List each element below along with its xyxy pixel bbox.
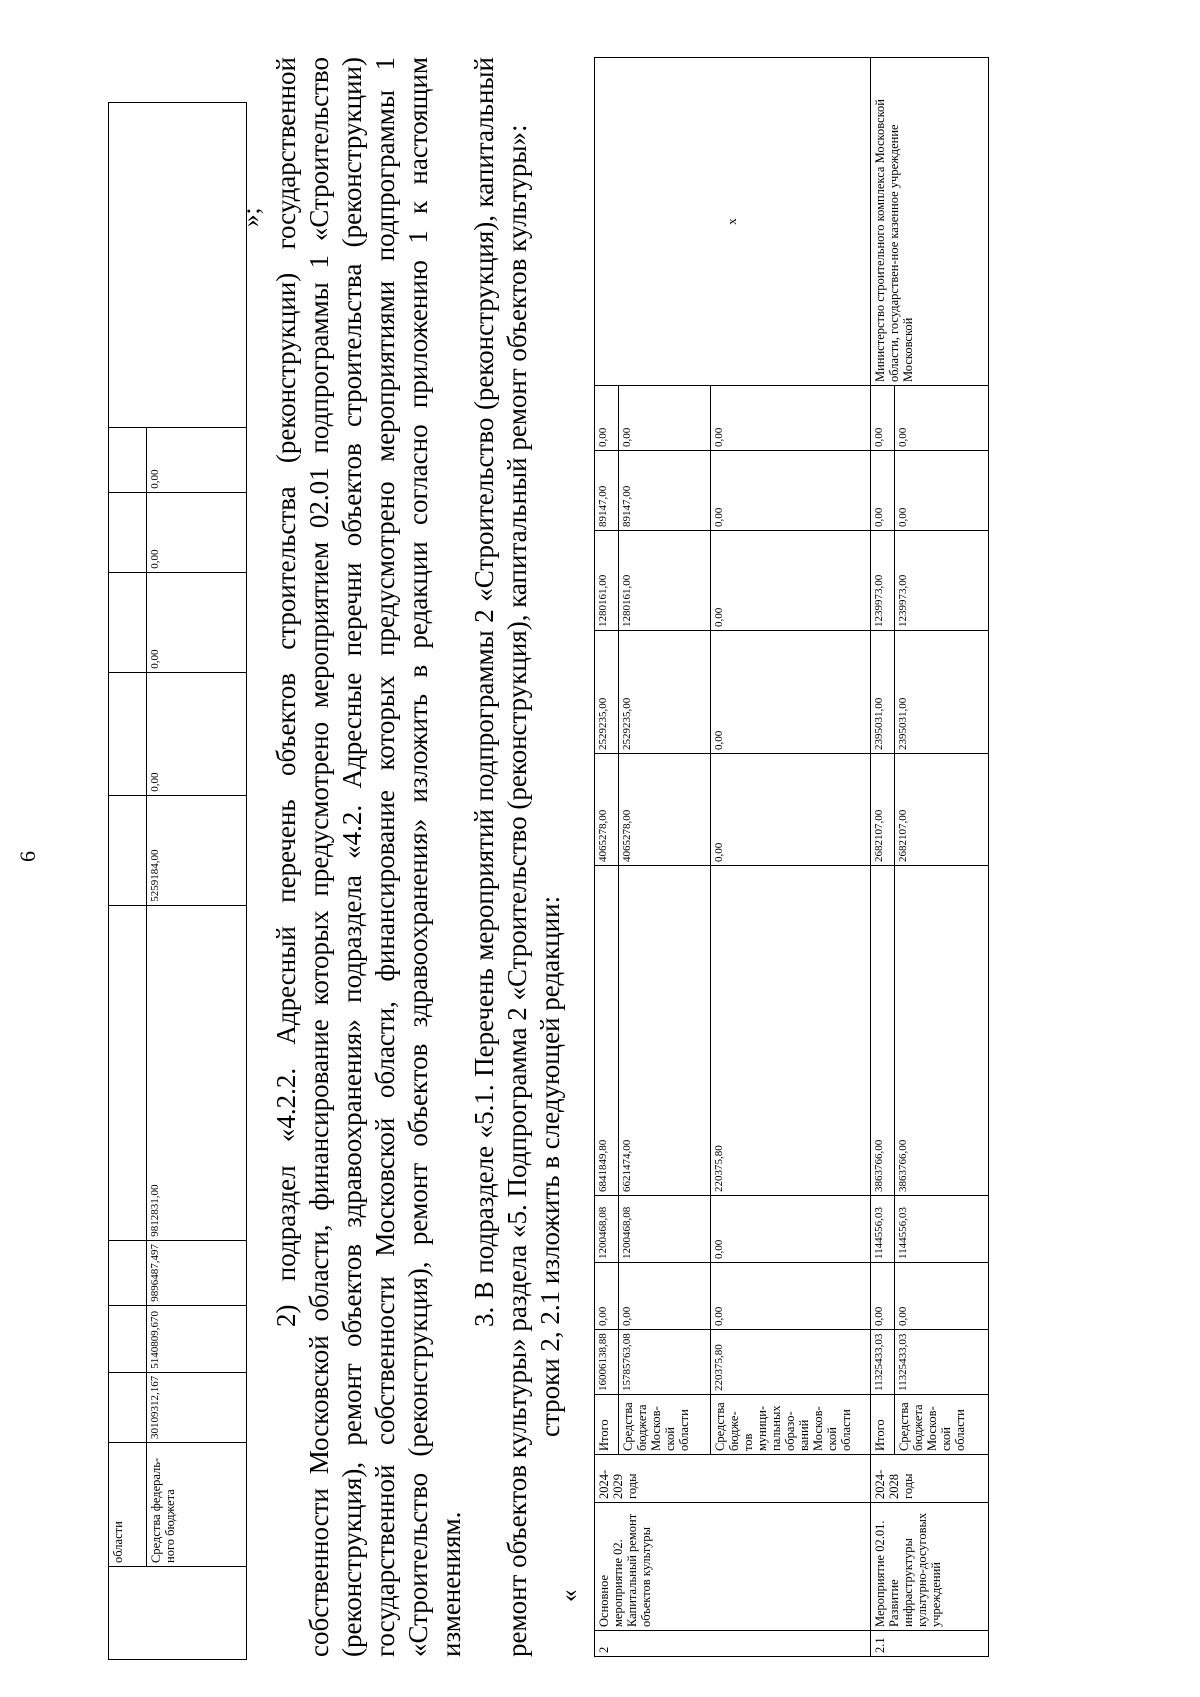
value-cell: 0,00 [871, 386, 895, 451]
value-cell: 0,00 [595, 386, 619, 451]
value-cell: 2682107,00 [895, 754, 989, 866]
value-cell: 0,00 [711, 451, 871, 531]
value-cell: 4065278,00 [619, 754, 711, 866]
value-cell: 11325433,03 [871, 1330, 895, 1395]
value-cell: 0,00 [147, 572, 247, 672]
value-cell: 11325433,03 [895, 1330, 989, 1395]
executor-cell: x [595, 58, 871, 386]
value-cell: 16006138,88 [595, 1330, 619, 1395]
table-row [871, 58, 895, 1657]
value-cell: 0,00 [619, 1263, 711, 1330]
value-cell: 0,00 [871, 1263, 895, 1330]
row-label: области [109, 1443, 147, 1567]
continued-table [108, 102, 247, 1660]
body-text [270, 57, 567, 1657]
period: 2024-2029 годы [595, 1455, 871, 1503]
funding-source-label: Средства бюдже-тов муници-пальных образо-ваний Москов-ской области [711, 1395, 871, 1455]
value-cell: 1280161,00 [619, 531, 711, 631]
value-cell: 0,00 [147, 427, 247, 492]
value-cell: 30109312,167 [147, 1372, 247, 1442]
value-cell: 0,00 [619, 386, 711, 451]
value-cell: 2682107,00 [871, 754, 895, 866]
value-cell: 1144556,03 [895, 1196, 989, 1263]
value-cell: 9896487,497 [147, 1240, 247, 1305]
value-cell: 5259184,00 [147, 795, 247, 905]
closing-quote: »; [238, 207, 265, 227]
table-row [595, 58, 619, 1657]
measures-table [594, 57, 989, 1657]
paragraph: 3. В подразделе «5.1. Перечень мероприятий подпрограммы 2 «Строительство (реконструкция), капитальный ремонт объектов культуры» раздела «5. Подпрограмма 2 «Строительство (реконструкция), капитальный ремонт объектов культуры»: [469, 57, 532, 1657]
value-cell: 1200468,08 [619, 1196, 711, 1263]
row-number: 2.1 [871, 1631, 989, 1657]
value-cell: 220375,80 [711, 866, 871, 1196]
funding-source-label: Средства бюджета Москов-ской области [619, 1395, 711, 1455]
value-cell: 3863766,00 [895, 866, 989, 1196]
value-cell: 1280161,00 [595, 531, 619, 631]
value-cell: 9812831,00 [147, 905, 247, 1240]
paragraph: строки 2, 2.1 изложить в следующей редакции: [535, 895, 565, 1437]
value-cell: 0,00 [895, 386, 989, 451]
value-cell: 0,00 [711, 754, 871, 866]
page-number: 6 [15, 851, 40, 862]
value-cell: 1200468,08 [595, 1196, 619, 1263]
value-cell: 89147,00 [595, 451, 619, 531]
value-cell: 220375,80 [711, 1330, 871, 1395]
measure-name: Мероприятие 02.01. Развитие инфраструктуры культурно-досуговых учреждений [871, 1503, 989, 1631]
value-cell: 0,00 [595, 1263, 619, 1330]
value-cell: 1239973,00 [871, 531, 895, 631]
value-cell: 5140809,670 [147, 1305, 247, 1372]
value-cell: 1144556,03 [871, 1196, 895, 1263]
funding-source-label: Средства бюджета Москов-ской области [895, 1395, 989, 1455]
funding-source-label: Итого [871, 1395, 895, 1455]
value-cell: 3863766,00 [871, 866, 895, 1196]
funding-source-label: Средства федераль-ного бюджета [147, 1443, 247, 1567]
measure-name: Основное мероприятие 02. Капитальный ремонт объектов культуры [595, 1503, 871, 1631]
value-cell: 15785763,08 [619, 1330, 711, 1395]
value-cell: 0,00 [147, 672, 247, 795]
executor-cell: Министерство строительного комплекса Московской области, государствен-ное казенное учреждение Московской [871, 58, 989, 386]
value-cell: 0,00 [711, 386, 871, 451]
paragraph: 2) подраздел «4.2.2. Адресный перечень объектов строительства (реконструкции) государственной собственности Московской области, финансирование которых предусмотрено мероприятием 02.01 подпрограммы 1 «Строительство (реконструкция), ремонт объектов здравоохранения» подраздела «4.2. Адресные перечни объектов строительства (реконструкции) государственной собственности Московской области, финансирование которых предусмотрено мероприятиями подпрограммы 1 «Строительство (реконструкция), ремонт объектов здравоохранения» изложить в редакции согласно приложению 1 к настоящим изменениям. [271, 57, 466, 1657]
value-cell: 1239973,00 [895, 531, 989, 631]
table-row [109, 102, 147, 1659]
value-cell: 4065278,00 [595, 754, 619, 866]
value-cell: 0,00 [711, 631, 871, 754]
value-cell: 0,00 [871, 451, 895, 531]
value-cell: 0,00 [711, 531, 871, 631]
value-cell: 0,00 [711, 1263, 871, 1330]
funding-source-label: Итого [595, 1395, 619, 1455]
opening-quote: « [556, 1589, 583, 1602]
value-cell: 0,00 [895, 1263, 989, 1330]
value-cell: 2395031,00 [871, 631, 895, 754]
value-cell: 0,00 [147, 492, 247, 572]
value-cell: 6841849,80 [595, 866, 619, 1196]
value-cell: 2395031,00 [895, 631, 989, 754]
value-cell: 0,00 [711, 1196, 871, 1263]
value-cell: 0,00 [895, 451, 989, 531]
row-number: 2 [595, 1631, 871, 1657]
value-cell: 6621474,00 [619, 866, 711, 1196]
value-cell: 89147,00 [619, 451, 711, 531]
value-cell: 2529235,00 [595, 631, 619, 754]
period: 2024-2028 годы [871, 1455, 989, 1503]
value-cell: 2529235,00 [619, 631, 711, 754]
